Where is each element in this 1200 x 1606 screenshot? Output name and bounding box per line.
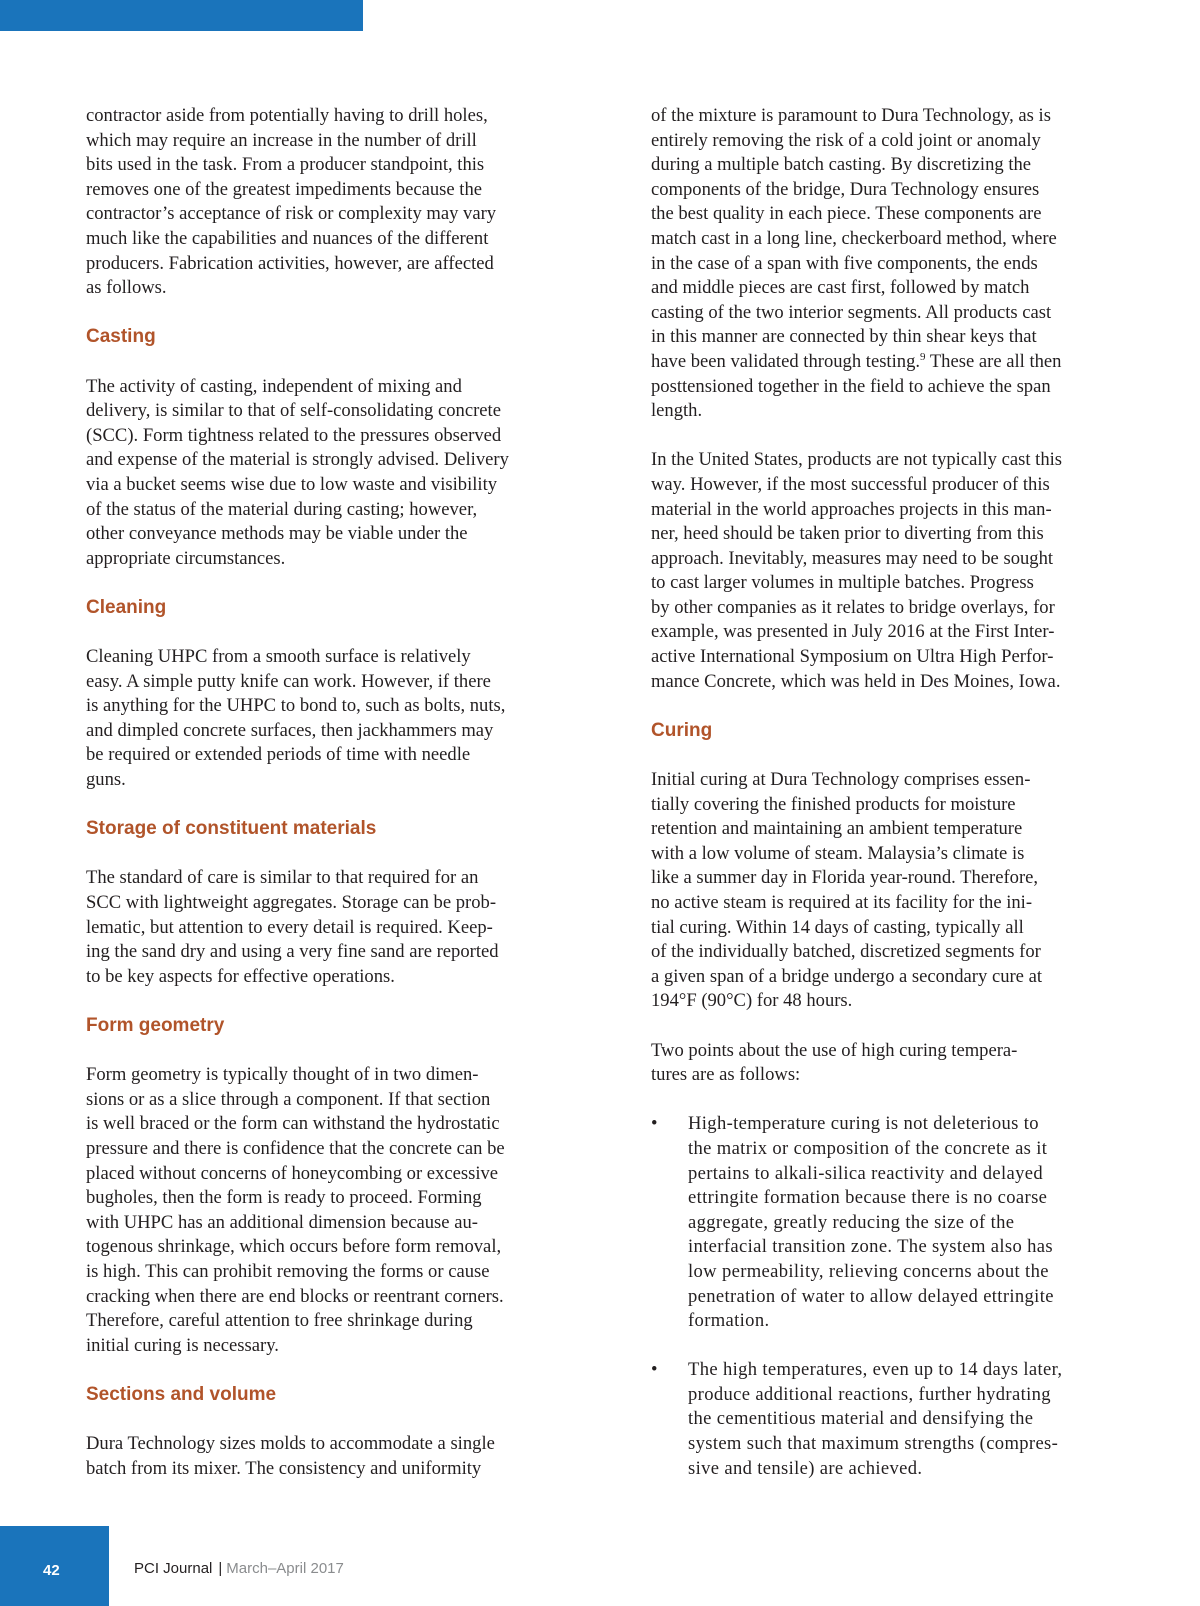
us-paragraph: In the United States, products are not typically cast this way. However, if the most successful producer of this material in the world approaches projects in this man- ner, heed should be taken prior to diverting from this approach. Inevitably, measures may need to be sought to cast larger volumes in multiple batches. Progress by other companies as it relates to bridge overlays, for example, was presented in July 2016 at the First Inter- active International Symposium on Ultra High Perfor- mance Concrete, which was held in Des Moines, Iowa. (651, 449, 1063, 692)
list-item (651, 1358, 1126, 1481)
left-column (86, 104, 556, 1481)
storage-paragraph: The standard of care is similar to that required for an SCC with lightweight aggregates. Storage can be prob- lematic, but attention to every detail is required. Keep- ing the sand dry and using a very fine sand are reported to be key aspects for effective operations. (86, 867, 499, 987)
cleaning-paragraph: Cleaning UHPC from a smooth surface is relatively easy. A simple putty knife can work. However, if there is anything for the UHPC to bond to, such as bolts, nuts, and dimpled concrete surfaces, then jackhammers may be required or extended periods of time with needle guns. (86, 646, 506, 791)
list-item (651, 1112, 1126, 1333)
bullet-icon: • (651, 1113, 658, 1135)
page-number: 42 (43, 1562, 60, 1579)
two-points-paragraph: Two points about the use of high curing tempera- tures are as follows: (651, 1039, 1018, 1086)
continued-paragraph (651, 104, 1126, 424)
curing-bullet-list (651, 1112, 1126, 1481)
right-column (651, 104, 1126, 1481)
top-accent-bar (0, 0, 363, 31)
form-geometry-heading: Form geometry (86, 1014, 225, 1036)
footer-separator: | (218, 1560, 223, 1577)
curing-heading: Curing (651, 719, 713, 741)
list-item-text: High-temperature curing is not deleterious to the matrix or composition of the concrete as it pertains to alkali-silica reactivity and delayed ettringite formation because there is no coarse aggregate, greatly reducing the size of the interfacial transition zone. The system also has low permeability, relieving concerns about the penetration of water to allow delayed ettringite formation. (688, 1113, 1054, 1332)
casting-paragraph: The activity of casting, independent of mixing and delivery, is similar to that of self-consolidating concrete (SCC). Form tightness related to the pressures observed and expense of the material is strongly advised. Delivery via a bucket seems wise due to low waste and visibility of the status of the material during casting; however, other conveyance methods may be viable under the appropriate circumstances. (86, 375, 509, 569)
intro-paragraph: contractor aside from potentially having to drill holes, which may require an increase in the number of drill bits used in the task. From a producer standpoint, this removes one of the greatest impediments because the contractor’s acceptance of risk or complexity may vary much like the capabilities and nuances of the different producers. Fabrication activities, however, are affected as follows. (86, 105, 497, 299)
form-geometry-paragraph: Form geometry is typically thought of in two dimen- sions or as a slice through a component. If that section is well braced or the form can withstand the hydrostatic pressure and there is confidence that the concrete can be placed without concerns of honeycombing or excessive bugholes, then the form is ready to proceed. Forming with UHPC has an additional dimension because au- togenous shrinkage, which occurs before form removal, is high. This can prohibit removing the forms or cause cracking when there are end blocks or reentrant corners. Therefore, careful attention to free shrinkage during initial curing is necessary. (86, 1064, 505, 1356)
storage-heading: Storage of constituent materials (86, 818, 377, 840)
journal-name: PCI Journal (134, 1560, 213, 1577)
footnote-reference: 9 (920, 350, 926, 363)
issue-date: March–April 2017 (226, 1560, 344, 1577)
cleaning-heading: Cleaning (86, 596, 167, 618)
continued-text-end: These are all then posttensioned together in the field to achieve the span length. (651, 350, 1062, 422)
sections-heading: Sections and volume (86, 1383, 277, 1405)
continued-text: of the mixture is paramount to Dura Technology, as is entirely removing the risk of a cold joint or anomaly during a multiple batch casting. By discretizing the components of the bridge, Dura Technology ensures the best quality in each piece. These components are match cast in a long line, checkerboard method, where in the case of a span with five components, the ends and middle pieces are cast first, followed by match casting of the two interior segments. All products cast in this manner are connected by thin shear keys that have been validated through testing. (651, 105, 1057, 372)
sections-paragraph: Dura Technology sizes molds to accommodate a single batch from its mixer. The consistency and uniformity (86, 1433, 495, 1479)
footer-running-title (134, 1560, 344, 1577)
casting-heading: Casting (86, 326, 156, 348)
curing-paragraph: Initial curing at Dura Technology comprises essen- tially covering the finished products for moisture retention and maintaining an ambient temperature with a low volume of steam. Malaysia’s climate is like a summer day in Florida year-round. Therefore, no active steam is required at its facility for the ini- tial curing. Within 14 days of casting, typically all of the individually batched, discretized segments for a given span of a bridge undergo a secondary cure at 194°F (90°C) for 48 hours. (651, 769, 1043, 1012)
bullet-icon: • (651, 1359, 658, 1381)
list-item-text: The high temperatures, even up to 14 days later, produce additional reactions, further hydrating the cementitious material and densifying the system such that maximum strengths (compres- sive and tensile) are achieved. (688, 1359, 1063, 1479)
